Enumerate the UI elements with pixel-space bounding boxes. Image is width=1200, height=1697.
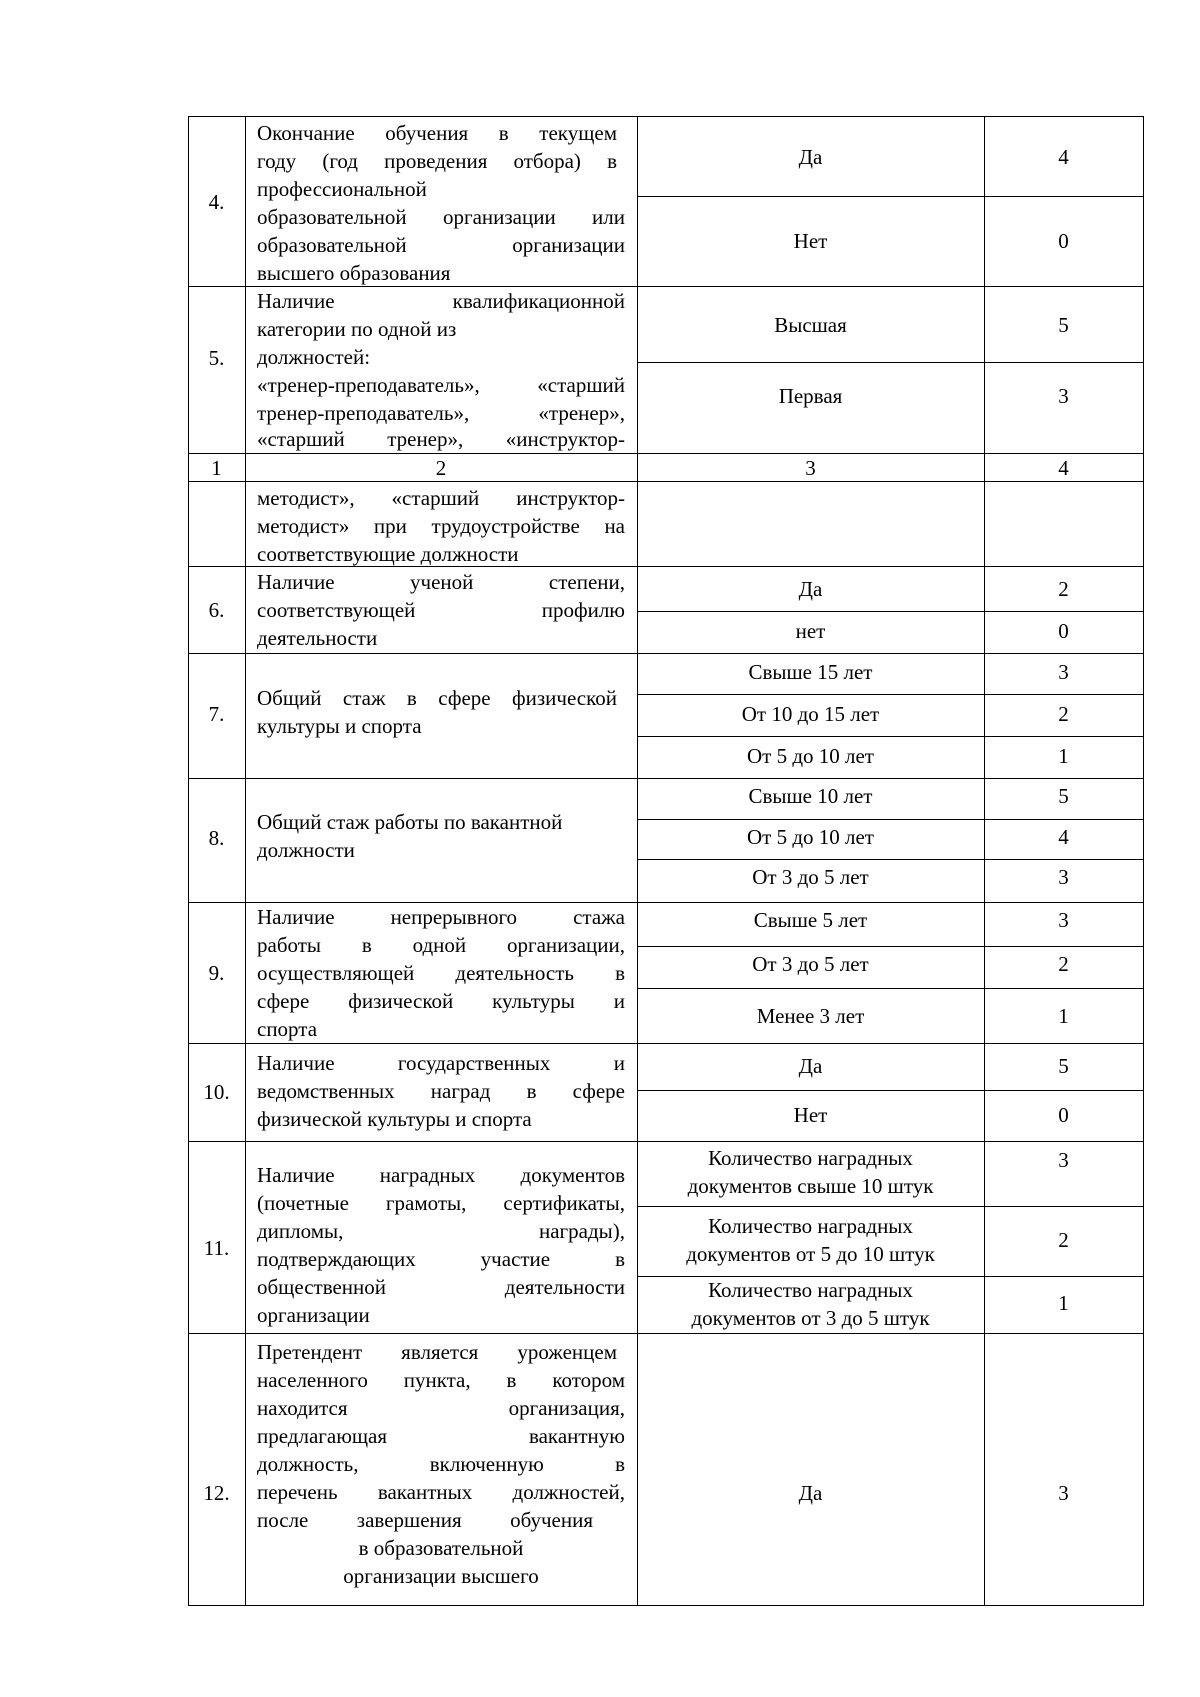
col-divider-criterion [637, 116, 638, 1606]
option-label: Да [798, 1054, 823, 1078]
criterion-line: профессиональной [257, 177, 427, 201]
criterion-line: должностей: [257, 345, 371, 369]
criterion-line: предлагающая вакантную [257, 1424, 625, 1448]
option-label: От 5 до 10 лет [746, 744, 874, 768]
option-score: 3 [1058, 865, 1069, 889]
criterion-line: высшего образования [257, 261, 451, 285]
option-score: 3 [1058, 660, 1069, 684]
option-score: 2 [1058, 702, 1069, 726]
option-divider [637, 988, 1144, 989]
criterion-line: культуры и спорта [257, 714, 422, 738]
option-label: нет [795, 619, 826, 643]
option-score: 0 [1058, 619, 1069, 643]
option-divider [637, 819, 1144, 820]
criterion-line: Наличие государственных и [257, 1051, 625, 1075]
option-divider [637, 736, 1144, 737]
criterion-line: сфере физической культуры и [257, 989, 625, 1013]
criterion-line: Наличие непрерывного стажа [257, 905, 625, 929]
criterion-line: категории по одной из [257, 317, 457, 341]
option-label: Да [798, 1481, 823, 1505]
criterion-line: подтверждающих участие в [257, 1247, 625, 1271]
option-label: Свыше 10 лет [748, 784, 873, 808]
option-divider [637, 362, 1144, 363]
option-score: 2 [1058, 1228, 1069, 1252]
option-divider [637, 196, 1144, 197]
option-divider [637, 859, 1144, 860]
row-number: 7. [208, 702, 225, 726]
option-label: Количество наградных [708, 1146, 913, 1170]
criterion-line: физической культуры и спорта [257, 1107, 532, 1131]
criterion-line: году (год проведения отбора) в [257, 149, 617, 173]
criterion-line: Претендент является уроженцем [257, 1340, 617, 1364]
criterion-line: «тренер-преподаватель», «старший [257, 373, 625, 397]
criterion-line: перечень вакантных должностей, [257, 1480, 625, 1504]
col-divider-option [984, 116, 985, 1606]
column-number: 2 [435, 456, 447, 480]
criterion-line: образовательной организации или [257, 205, 625, 229]
criterion-line: методист» при трудоустройстве на [257, 514, 625, 538]
option-label: документов от 3 до 5 штук [691, 1306, 930, 1330]
option-score: 2 [1058, 577, 1069, 601]
option-score: 3 [1058, 1481, 1069, 1505]
criterion-line: деятельности [257, 626, 378, 650]
option-label: От 10 до 15 лет [741, 702, 880, 726]
option-label: Количество наградных [708, 1278, 913, 1302]
row-number: 8. [208, 826, 225, 850]
table-border-left [188, 116, 189, 1606]
criterion-line: общественной деятельности [257, 1275, 625, 1299]
option-label: От 3 до 5 лет [752, 952, 869, 976]
option-label: Количество наградных [708, 1214, 913, 1238]
criterion-line: должность, включенную в [257, 1452, 625, 1476]
option-score: 5 [1058, 784, 1069, 808]
criterion-line: образовательной организации [257, 233, 625, 257]
option-score: 0 [1058, 1103, 1069, 1127]
option-label: документов свыше 10 штук [687, 1174, 934, 1198]
option-label: От 3 до 5 лет [752, 865, 869, 889]
option-score: 1 [1058, 1291, 1069, 1315]
criterion-line: методист», «старший инструктор- [257, 486, 625, 510]
row-number: 5. [208, 346, 225, 370]
option-label: Нет [793, 1103, 828, 1127]
option-label: Свыше 5 лет [753, 908, 868, 932]
criterion-line: в образовательной [358, 1536, 524, 1560]
option-label: От 5 до 10 лет [746, 825, 874, 849]
option-label: Свыше 15 лет [748, 660, 873, 684]
option-score: 3 [1058, 384, 1069, 408]
option-label: Высшая [774, 313, 847, 337]
option-score: 4 [1058, 145, 1069, 169]
column-number: 3 [805, 456, 816, 480]
column-number: 4 [1058, 456, 1069, 480]
row-number: 6. [208, 598, 225, 622]
criterion-line: организации [257, 1303, 370, 1327]
option-score: 5 [1058, 313, 1069, 337]
criterion-line: Наличие квалификационной [257, 289, 625, 313]
criterion-line: Общий стаж работы по вакантной [257, 810, 563, 834]
criterion-line: находится организация, [257, 1396, 625, 1420]
option-score: 1 [1058, 744, 1069, 768]
criterion-line: осуществляющей деятельность в [257, 961, 625, 985]
option-score: 3 [1058, 908, 1069, 932]
option-label: Да [798, 145, 823, 169]
criterion-line: соответствующей профилю [257, 598, 625, 622]
criterion-line: должности [257, 838, 355, 862]
criterion-line: Наличие наградных документов [257, 1163, 625, 1187]
row-number: 11. [203, 1236, 230, 1260]
option-score: 3 [1058, 1148, 1069, 1172]
option-score: 5 [1058, 1054, 1069, 1078]
criterion-line: после завершения обучения [257, 1508, 593, 1532]
criterion-line: «старший тренер», «инструктор- [257, 427, 625, 451]
option-label: Да [798, 577, 823, 601]
criterion-line: населенного пункта, в котором [257, 1368, 625, 1392]
criterion-line: дипломы, награды), [257, 1219, 625, 1243]
option-label: Менее 3 лет [756, 1004, 865, 1028]
option-score: 4 [1058, 825, 1069, 849]
row-divider [188, 1043, 1144, 1044]
table-border-right [1143, 116, 1144, 1606]
criterion-line: соответствующие должности [257, 542, 519, 566]
criterion-line: Общий стаж в сфере физической [257, 686, 617, 710]
option-divider [637, 946, 1144, 947]
table-border-top [188, 116, 1144, 117]
criterion-line: (почетные грамоты, сертификаты, [257, 1191, 625, 1215]
criterion-line: Окончание обучения в текущем [257, 121, 617, 145]
criterion-line: организации высшего [343, 1564, 539, 1588]
option-score: 2 [1058, 952, 1069, 976]
criterion-line: спорта [257, 1017, 318, 1041]
row-number: 10. [203, 1080, 230, 1104]
row-number: 4. [208, 190, 225, 214]
criterion-line: Наличие ученой степени, [257, 570, 625, 594]
row-divider [188, 778, 1144, 779]
option-divider [637, 611, 1144, 612]
row-divider [188, 653, 1144, 654]
row-number: 9. [208, 961, 225, 985]
criterion-line: ведомственных наград в сфере [257, 1079, 625, 1103]
option-label: Нет [793, 229, 828, 253]
row-divider [188, 1141, 1144, 1142]
row-number: 12. [203, 1481, 230, 1505]
col-divider-num [245, 116, 246, 1606]
option-divider [637, 694, 1144, 695]
criterion-line: тренер-преподаватель», «тренер», [257, 401, 625, 425]
criterion-line: работы в одной организации, [257, 933, 625, 957]
option-label: Первая [778, 384, 843, 408]
option-label: документов от 5 до 10 штук [686, 1242, 935, 1266]
option-divider [637, 1206, 1144, 1207]
column-number: 1 [211, 456, 222, 480]
row-divider [188, 1333, 1144, 1334]
option-score: 1 [1058, 1004, 1069, 1028]
option-score: 0 [1058, 229, 1069, 253]
option-divider [637, 1090, 1144, 1091]
table-border-bottom [188, 1605, 1144, 1606]
